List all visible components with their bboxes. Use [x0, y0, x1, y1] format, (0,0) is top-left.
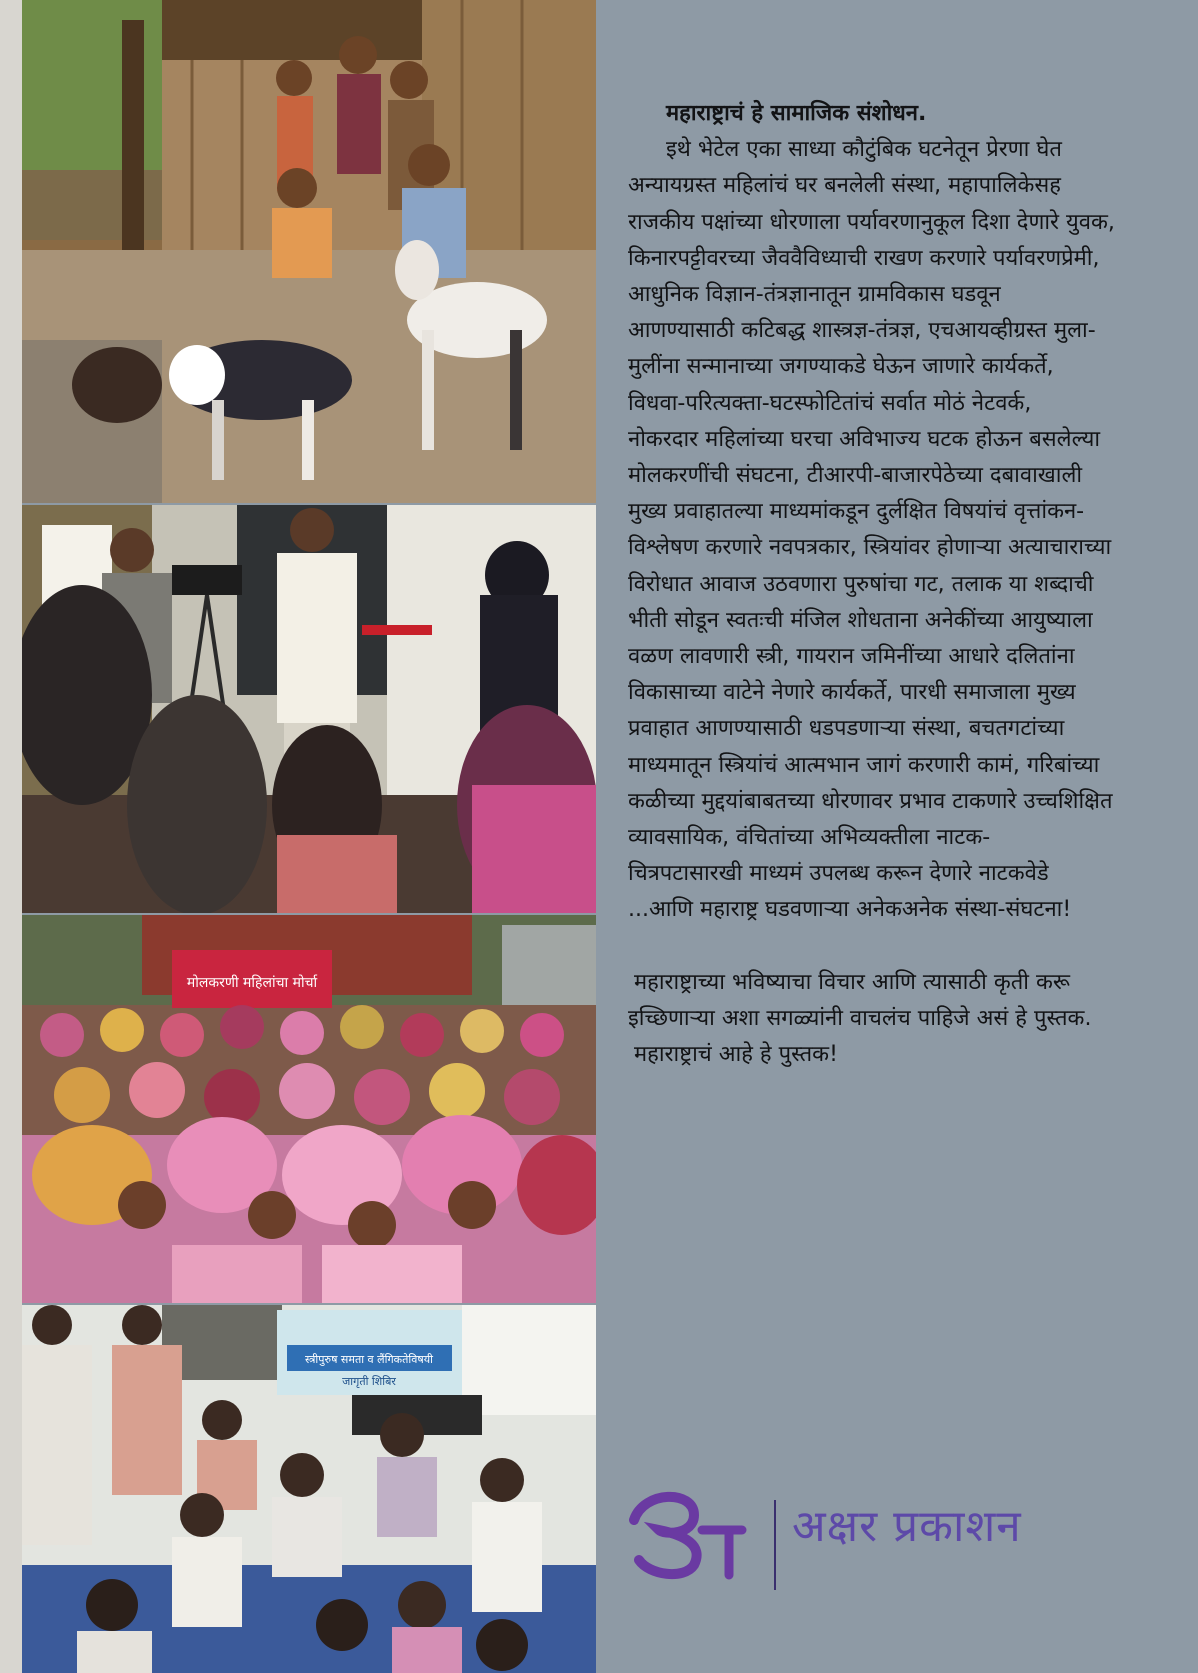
- blurb-line: विश्लेषण करणारे नवपत्रकार, स्त्रियांवर होणाऱ्या अत्याचाराच्या: [628, 535, 1112, 561]
- closing-line: महाराष्ट्राचं आहे हे पुस्तक!: [634, 1042, 838, 1068]
- photo-children-goats-image: [22, 0, 596, 503]
- blurb-line: किनारपट्टीवरच्या जैववैविध्याची राखण करणारे पर्यावरणप्रेमी,: [628, 245, 1100, 271]
- photo-interview: [22, 505, 596, 913]
- closing-line: महाराष्ट्राच्या भविष्याचा विचार आणि त्यासाठी कृती करू: [634, 969, 1070, 995]
- blurb-line: भीती सोडून स्वतःची मंजिल शोधताना अनेकींच्या आयुष्याला: [628, 607, 1093, 633]
- blurb-line: विकासाच्या वाटेने नेणारे कार्यकर्ते, पारधी समाजाला मुख्य: [628, 680, 1076, 706]
- blurb-line: मोलकरणींची संघटना, टीआरपी-बाजारपेठेच्या दबावाखाली: [628, 463, 1083, 489]
- publisher-mark-icon: [624, 1480, 754, 1580]
- blurb-line: आधुनिक विज्ञान-तंत्रज्ञानातून ग्रामविकास घडवून: [628, 282, 1001, 308]
- spine-edge: [0, 0, 22, 1673]
- photo-interview-image: [22, 505, 596, 913]
- logo-divider: [774, 1500, 776, 1590]
- closing-line: इच्छिणाऱ्या अशा सगळ्यांनी वाचलंच पाहिजे असं हे पुस्तक.: [628, 1005, 1092, 1031]
- blurb-heading: महाराष्ट्राचं हे सामाजिक संशोधन.: [666, 101, 927, 126]
- rally-banner-text: मोलकरणी महिलांचा मोर्चा: [186, 975, 318, 991]
- blurb-line: राजकीय पक्षांच्या धोरणाला पर्यावरणानुकूल दिशा देणारे युवक,: [628, 209, 1115, 235]
- publisher-name: अक्षर प्रकाशन: [792, 1501, 1022, 1552]
- blurb-line: प्रवाहात आणण्यासाठी धडपडणाऱ्या संस्था, बचतगटांच्या: [628, 716, 1065, 742]
- workshop-banner-line2: जागृती शिबिर: [342, 1375, 396, 1388]
- blurb-line: विधवा-परित्यक्ता-घटस्फोटितांचं सर्वात मोठं नेटवर्क,: [628, 390, 1032, 416]
- workshop-banner-line1: स्त्रीपुरुष समता व लैंगिकतेविषयी: [305, 1353, 433, 1366]
- photo-workshop-image: [22, 1305, 596, 1673]
- blurb-line: माध्यमातून स्त्रियांचं आत्मभान जागं करणारी कामं, गरिबांच्या: [628, 752, 1100, 778]
- blurb-line: कळीच्या मुद्दयांबाबतच्या धोरणावर प्रभाव टाकणारे उच्चशिक्षित: [628, 788, 1113, 814]
- photo-children-goats: [22, 0, 596, 503]
- photo-rally-image: [22, 915, 596, 1303]
- blurb-line: विरोधात आवाज उठवणारा पुरुषांचा गट, तलाक या शब्दाची: [628, 571, 1094, 597]
- publisher-logo: [624, 1480, 1094, 1590]
- blurb-line: मुलींना सन्मानाच्या जगण्याकडे घेऊन जाणारे कार्यकर्ते,: [628, 354, 1054, 380]
- blurb-line: व्यावसायिक, वंचितांच्या अभिव्यक्तीला नाटक-: [628, 825, 991, 851]
- blurb-line: नोकरदार महिलांच्या घरचा अविभाज्य घटक होऊन बसलेल्या: [628, 426, 1101, 452]
- blurb-line: ...आणि महाराष्ट्र घडवणाऱ्या अनेकअनेक संस्था-संघटना!: [628, 897, 1072, 923]
- blurb-line: वळण लावणारी स्त्री, गायरान जमिनींच्या आधारे दलितांना: [628, 644, 1075, 670]
- blurb-line: इथे भेटेल एका साध्या कौटुंबिक घटनेतून प्रेरणा घेत: [666, 137, 1062, 163]
- blurb-line: मुख्य प्रवाहातल्या माध्यमांकडून दुर्लक्षित विषयांचं वृत्तांकन-: [628, 499, 1085, 525]
- blurb-line: चित्रपटासारखी माध्यमं उपलब्ध करून देणारे नाटकवेडे: [628, 861, 1049, 887]
- photo-workshop: [22, 1305, 596, 1673]
- photo-rally: [22, 915, 596, 1303]
- back-cover-blurb: [628, 96, 1168, 1073]
- blurb-line: आणण्यासाठी कटिबद्ध शास्त्रज्ञ-तंत्रज्ञ, एचआयव्हीग्रस्त मुला-: [628, 318, 1096, 344]
- blurb-line: अन्यायग्रस्त महिलांचं घर बनलेली संस्था, महापालिकेसह: [628, 173, 1061, 199]
- paragraph-gap: [628, 929, 1168, 965]
